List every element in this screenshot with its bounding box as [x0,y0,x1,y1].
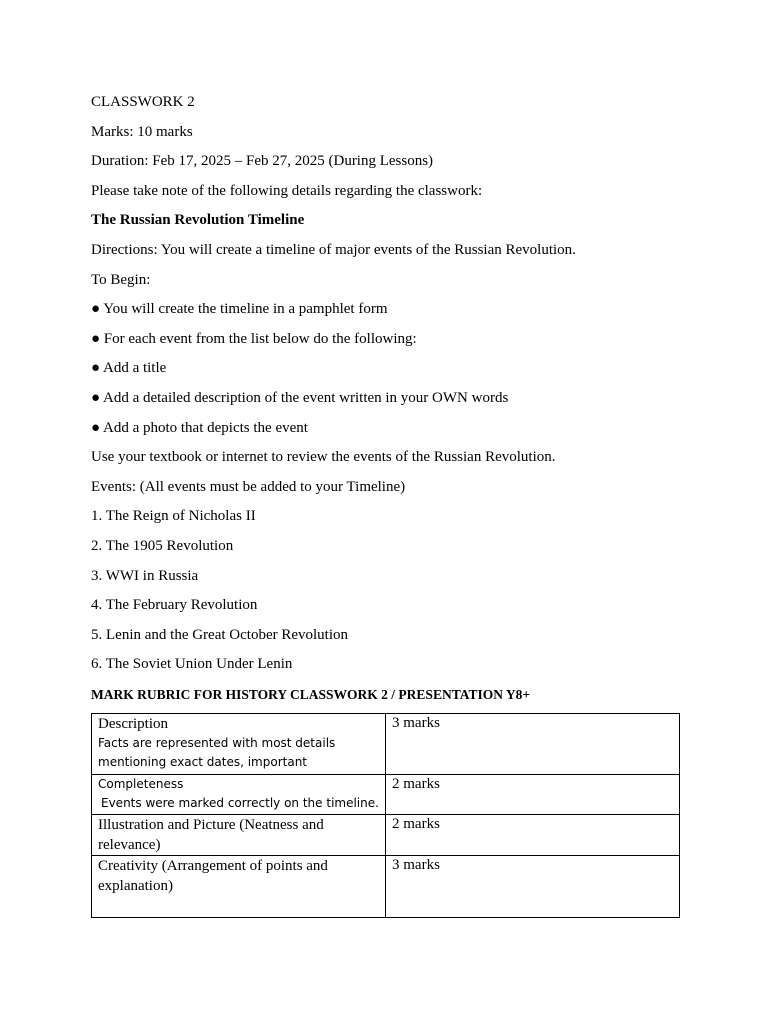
bullet-item: ● Add a title [91,360,167,377]
rubric-row [92,855,680,917]
document-page [91,93,681,918]
criterion-detail: Events were marked correctly on the timeline. [101,796,379,811]
to-begin-line: To Begin: [91,271,151,288]
rubric-table [91,713,680,918]
directions-line: Directions: You will create a timeline of major events of the Russian Revolution. [91,241,576,258]
rubric-marks-cell [386,855,680,917]
bullet-item: ● You will create the timeline in a pamphlet form [91,301,388,318]
event-item: 3. WWI in Russia [91,567,199,584]
criterion-label: Completeness [98,776,184,791]
rubric-marks-cell [386,814,680,855]
criterion-label-continued: relevance) [98,836,161,853]
classwork-title: CLASSWORK 2 [91,94,195,110]
criterion-label: Illustration and Picture (Neatness and [98,816,324,833]
event-item: 5. Lenin and the Great October Revolution [91,626,349,643]
bullet-item: ● For each event from the list below do the following: [91,330,417,347]
rubric-criterion-cell [92,814,386,855]
criterion-label: Creativity (Arrangement of points and [98,857,328,874]
rubric-row [92,814,680,855]
bullet-item: ● Add a detailed description of the event written in your OWN words [91,389,509,406]
marks-line: Marks: 10 marks [91,123,193,140]
review-line: Use your textbook or internet to review the events of the Russian Revolution. [91,449,556,466]
event-item: 6. The Soviet Union Under Lenin [91,656,293,673]
event-item: 4. The February Revolution [91,597,258,614]
event-item: 1. The Reign of Nicholas II [91,508,256,525]
rubric-criterion-cell [92,713,386,774]
marks-value: 3 marks [386,714,440,732]
marks-value: 2 marks [386,775,440,793]
events-label: Events: (All events must be added to your Timeline) [91,478,406,495]
rubric-heading: MARK RUBRIC FOR HISTORY CLASSWORK 2 / PRESENTATION Y8+ [91,686,531,702]
rubric-marks-cell [386,713,680,774]
rubric-criterion-cell [92,774,386,814]
marks-value: 3 marks [386,856,440,874]
event-item: 2. The 1905 Revolution [91,537,234,554]
duration-line: Duration: Feb 17, 2025 – Feb 27, 2025 (During Lessons) [91,153,434,170]
rubric-marks-cell [386,774,680,814]
bullet-item: ● Add a photo that depicts the event [91,419,308,436]
rubric-criterion-cell [92,855,386,917]
criterion-detail: mentioning exact dates, important [98,755,308,770]
note-line: Please take note of the following details regarding the classwork: [91,182,483,199]
marks-value: 2 marks [386,815,440,833]
assignment-heading: The Russian Revolution Timeline [91,212,305,229]
rubric-row [92,774,680,814]
criterion-detail: Facts are represented with most details [98,735,336,750]
rubric-row [92,713,680,774]
criterion-label: Description [98,715,168,732]
criterion-label-continued: explanation) [98,877,173,894]
